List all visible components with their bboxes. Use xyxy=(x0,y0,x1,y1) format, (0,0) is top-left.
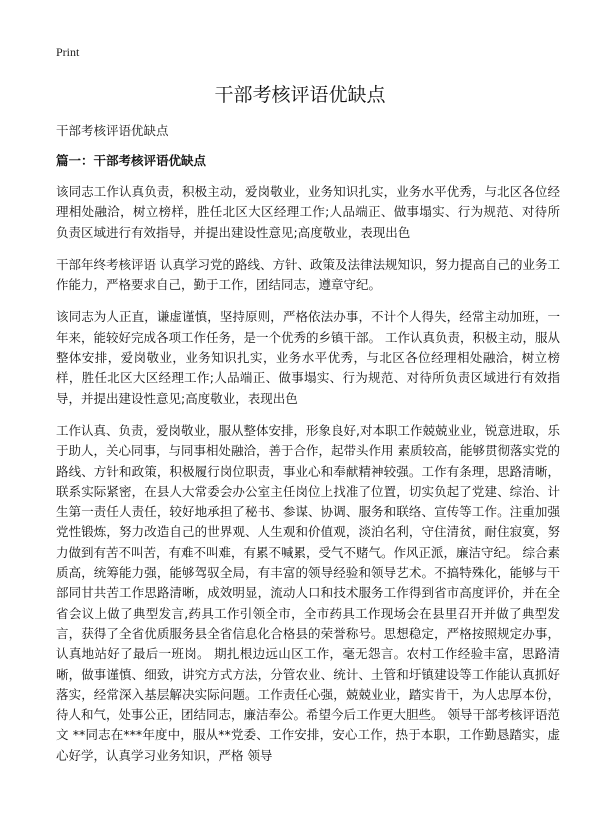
document-title: 干部考核评语优缺点 xyxy=(214,84,386,106)
paragraph-3: 该同志为人正直，谦虚谨慎，坚持原则，严格依法办事，不计个人得失，经常主动加班，一年来，能较好完成各项工作任务，是一个优秀的乡镇干部。 工作认真负责，积极主动，服从整体安排，爱岗敬业，业务知识扎实，业务水平优秀，与北区各位经理相处融洽，树立榜样，胜任北区大区经理工作;人品端正、做事塌实、行为规范、对待所负责区域进行有效指导，并提出建设性意见;高度敬业，表现出色 xyxy=(56,309,560,406)
print-label: Print xyxy=(56,45,80,59)
paragraph-2: 干部年终考核评语 认真学习党的路线、方针、政策及法律法规知识，努力提高自己的业务工作能力，严格要求自己，勤于工作，团结同志，遵章守纪。 xyxy=(56,256,560,293)
paragraph-4: 工作认真、负责，爱岗敬业，服从整体安排，形象良好,对本职工作兢兢业业，锐意进取，乐于助人，关心同事，与同事相处融洽，善于合作，起带头作用 素质较高，能够贯彻落实党的路线、方针和政策，积极履行岗位职责，事业心和奉献精神较强。工作有条理，思路清晰，联系实际紧密，在县人大常委会办公室主任岗位上找准了位置，切实负起了党建、综治、计生第一责任人责任，较好地承担了秘书、参谋、协调、服务和联络、宣传等工作。注重加强党性锻炼，努力改造自己的世界观、人生观和价值观，淡泊名利，守住清贫，耐住寂寞，努力做到有苦不叫苦，有难不叫难，有累不喊累，受气不赌气。作风正派，廉洁守纪。 综合素质高，统筹能力强，能够驾驭全局，有丰富的领导经验和领导艺术。不搞特殊化，能够与干部同甘共苦工作思路清晰，成效明显，流动人口和技术服务工作得到省市高度评价，并在全省会议上做了典型发言,药具工作引领全市，全市药具工作现场会在县里召开并做了典型发言，获得了全省优质服务县全省信息化合格县的荣誉称号。思想稳定，严格按照规定办事，认真地站好了最后一班岗。 期扎根边远山区工作，毫无怨言。农村工作经验丰富，思路清晰，做事谨慎、细致，讲究方式方法，分管农业、统计、土管和圩镇建设等工作能认真抓好落实，经常深入基层解决实际问题。工作责任心强，兢兢业业，踏实肯干，为人忠厚本份，待人和气，处事公正，团结同志，廉洁奉公。希望今后工作更大胆些。 领导干部考核评语范文 **同志在***年度中，服从**党委、工作安排，安心工作，热于本职，工作勤恳踏实，虚心好学，认真学习业务知识，严格 领导 xyxy=(56,422,560,763)
document-subtitle: 干部考核评语优缺点 xyxy=(56,123,169,138)
paragraph-1: 该同志工作认真负责，积极主动，爱岗敬业，业务知识扎实，业务水平优秀，与北区各位经理相处融洽，树立榜样，胜任北区大区经理工作;人品端正、做事塌实、行为规范、对待所负责区域进行有效指导，并提出建设性意见;高度敬业，表现出色 xyxy=(56,184,560,240)
section-heading: 篇一：干部考核评语优缺点 xyxy=(56,153,207,168)
document-body xyxy=(56,182,560,776)
